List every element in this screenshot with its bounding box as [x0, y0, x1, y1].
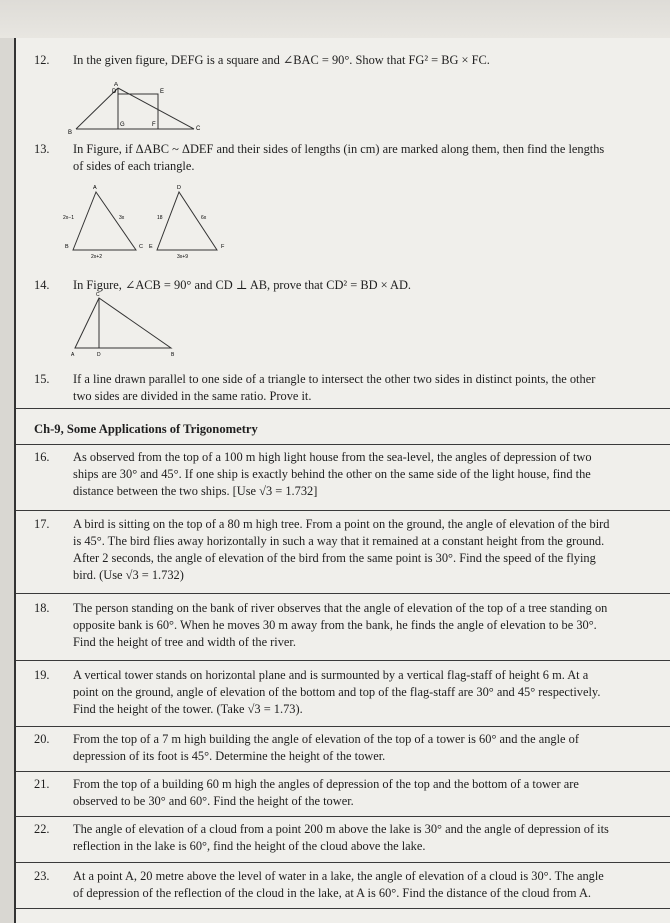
page-top-margin — [0, 0, 670, 38]
question-text-line-1: The angle of elevation of a cloud from a point 200 m above the lake is 30° and the angle of depression of its — [73, 822, 609, 836]
question-text-line-4: bird. (Use √3 = 1.732) — [73, 568, 184, 582]
question-text-line-3: Find the height of the tower. (Take √3 = 1.73). — [73, 702, 303, 716]
divider — [16, 510, 670, 511]
vertex-label-c: C — [196, 126, 201, 132]
divider — [16, 908, 670, 909]
vertex-label-b: B — [65, 244, 69, 250]
divider — [16, 816, 670, 817]
question-text-line-2: of depression of the reflection of the cloud in the lake, at A is 60°. Find the distance of the cloud from A. — [73, 886, 592, 900]
question-19 — [16, 667, 670, 718]
question-number: 13. — [34, 142, 50, 156]
divider — [16, 726, 670, 727]
question-text-line-1: From the top of a building 60 m high the angles of depression of the top and the bottom of a tower are — [73, 777, 579, 791]
question-text-line-1: At a point A, 20 metre above the level of water in a lake, the angle of elevation of a cloud is 30°. The angle — [73, 869, 604, 883]
vertex-label-d: D — [97, 352, 101, 358]
vertex-label-a: A — [114, 82, 119, 88]
question-number: 21. — [34, 777, 50, 791]
divider — [16, 660, 670, 661]
question-20 — [16, 731, 670, 765]
question-text-line-3: After 2 seconds, the angle of elevation of the bird from the same point is 30°. Find the speed of the flying — [73, 551, 596, 565]
side-label-ab: 2x−1 — [63, 215, 74, 221]
question-number: 19. — [34, 668, 50, 682]
divider — [16, 862, 670, 863]
divider — [16, 408, 670, 409]
question-21 — [16, 776, 670, 810]
question-number: 17. — [34, 517, 50, 531]
question-text-line-2: of sides of each triangle. — [73, 159, 195, 173]
vertex-label-c: C — [96, 292, 100, 298]
side-label-df: 6x — [201, 215, 207, 221]
question-number: 20. — [34, 732, 50, 746]
side-label-de: 18 — [157, 215, 163, 221]
section-heading: Ch-9, Some Applications of Trigonometry — [34, 422, 258, 436]
question-text-line-1: As observed from the top of a 100 m high light house from the sea-level, the angles of depression of two — [73, 450, 592, 464]
question-number: 23. — [34, 869, 50, 883]
vertex-label-b: B — [171, 352, 175, 358]
question-text-line-2: point on the ground, angle of elevation of the bottom and top of the flag-staff are 30° and 45° respectively. — [73, 685, 601, 699]
vertex-label-e: E — [149, 244, 153, 250]
question-text-line-3: distance between the two ships. [Use √3 = 1.732] — [73, 484, 318, 498]
question-text-line-1: From the top of a 7 m high building the angle of elevation of the top of a tower is 60° and the angle of — [73, 732, 579, 746]
question-text-line-2: reflection in the lake is 60°, find the height of the cloud above the lake. — [73, 839, 426, 853]
divider — [16, 771, 670, 772]
side-label-ef: 3x+9 — [177, 254, 188, 260]
vertex-label-b: B — [68, 130, 73, 136]
vertex-label-d: D — [177, 185, 181, 191]
question-number: 12. — [34, 53, 50, 67]
question-13 — [16, 141, 670, 175]
vertex-label-c: C — [139, 244, 143, 250]
question-number: 14. — [34, 278, 50, 292]
question-number: 22. — [34, 822, 50, 836]
vertex-label-f: F — [152, 122, 156, 128]
figure-13-similar-triangles — [61, 182, 241, 262]
question-text-line-2: is 45°. The bird flies away horizontally in such a way that it remained at a constant height from the ground. — [73, 534, 605, 548]
vertex-label-g: G — [120, 122, 125, 128]
question-text-line-1: The person standing on the bank of river observes that the angle of elevation of the top of a tree standing on — [73, 601, 608, 615]
vertex-label-a: A — [93, 185, 97, 191]
vertex-label-a: A — [71, 352, 75, 358]
figure-12-square-in-triangle — [56, 82, 226, 138]
divider — [16, 444, 670, 445]
question-text-line-1: A bird is sitting on the top of a 80 m high tree. From a point on the ground, the angle of elevation of the bird — [73, 517, 610, 531]
worksheet-page — [14, 38, 670, 923]
vertex-label-d: D — [112, 89, 117, 95]
question-15 — [16, 371, 670, 405]
divider — [16, 593, 670, 594]
question-text-line-1: In Figure, if ΔABC ~ ΔDEF and their sides of lengths (in cm) are marked along them, then find the lengths — [73, 142, 605, 156]
question-22 — [16, 821, 670, 855]
vertex-label-f: F — [221, 244, 225, 250]
question-text: In the given figure, DEFG is a square and ∠BAC = 90°. Show that FG² = BG × FC. — [73, 53, 490, 67]
question-18 — [16, 600, 670, 651]
question-23 — [16, 868, 670, 902]
vertex-label-e: E — [160, 89, 165, 95]
question-text-line-3: Find the height of tree and width of the river. — [73, 635, 296, 649]
question-text-line-1: If a line drawn parallel to one side of a triangle to intersect the other two sides in distinct points, the other — [73, 372, 596, 386]
question-16 — [16, 449, 670, 500]
side-label-bc: 2x+2 — [91, 254, 102, 260]
question-text-line-2: two sides are divided in the same ratio. Prove it. — [73, 389, 312, 403]
side-label-ac: 3x — [119, 215, 125, 221]
question-17 — [16, 516, 670, 584]
question-text-line-1: A vertical tower stands on horizontal plane and is surmounted by a vertical flag-staff of height 6 m. At a — [73, 668, 589, 682]
question-number: 16. — [34, 450, 50, 464]
question-text-line-2: depression of its foot is 45°. Determine the height of the tower. — [73, 749, 386, 763]
question-number: 18. — [34, 601, 50, 615]
question-text-line-2: observed to be 30° and 60°. Find the height of the tower. — [73, 794, 354, 808]
figure-14-right-triangle — [61, 290, 191, 360]
question-number: 15. — [34, 372, 50, 386]
question-text: In Figure, ∠ACB = 90° and CD ⊥ AB, prove that CD² = BD × AD. — [73, 278, 412, 292]
question-text-line-2: opposite bank is 60°. When he moves 30 m away from the bank, he finds the angle of elevation to be 30°. — [73, 618, 597, 632]
question-12 — [16, 52, 670, 69]
question-text-line-2: ships are 30° and 45°. If one ship is exactly behind the other on the same side of the light house, find the — [73, 467, 591, 481]
